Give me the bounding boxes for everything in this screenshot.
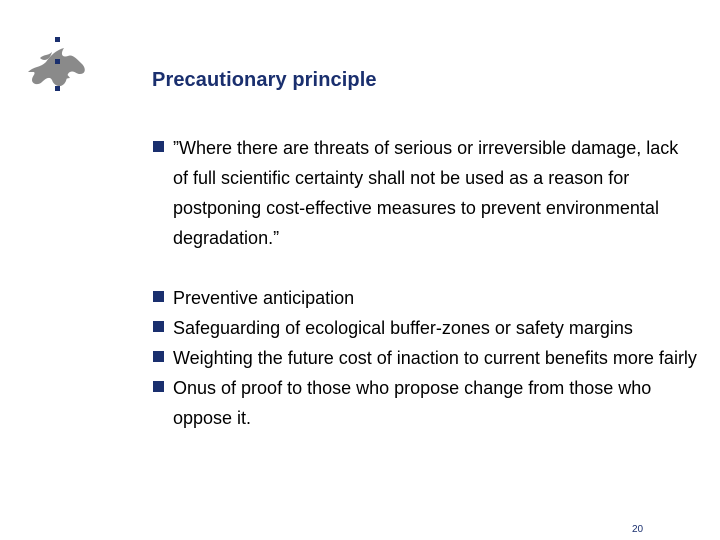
bullet-item-future-cost	[152, 343, 697, 373]
bullet-text: ”Where there are threats of serious or irreversible damage, lack of full scientific certainty shall not be used as a reason for postponing cost-effective measures to prevent environmental degradation.”	[173, 138, 679, 248]
bullet-text: Weighting the future cost of inaction to current benefits more fairly	[173, 348, 697, 368]
bullet-text: Safeguarding of ecological buffer-zones or safety margins	[173, 318, 633, 338]
square-bullet-icon	[153, 321, 164, 332]
square-bullet-icon	[153, 381, 164, 392]
page-number: 20	[632, 524, 644, 535]
bullet-item-onus-of-proof	[152, 373, 697, 433]
bullet-item-preventive-anticipation	[152, 283, 697, 313]
bullet-text: Preventive anticipation	[173, 288, 355, 308]
square-bullet-icon	[153, 351, 164, 362]
bullet-item-buffer-zones	[152, 313, 697, 343]
bullet-list	[152, 133, 697, 433]
square-bullet-icon	[153, 141, 164, 152]
university-logo-icon	[22, 28, 90, 98]
bullet-text: Onus of proof to those who propose change from those who oppose it.	[173, 378, 652, 428]
slide-title: Precautionary principle	[152, 69, 377, 91]
bullet-item-quote	[152, 133, 697, 253]
square-bullet-icon	[153, 291, 164, 302]
